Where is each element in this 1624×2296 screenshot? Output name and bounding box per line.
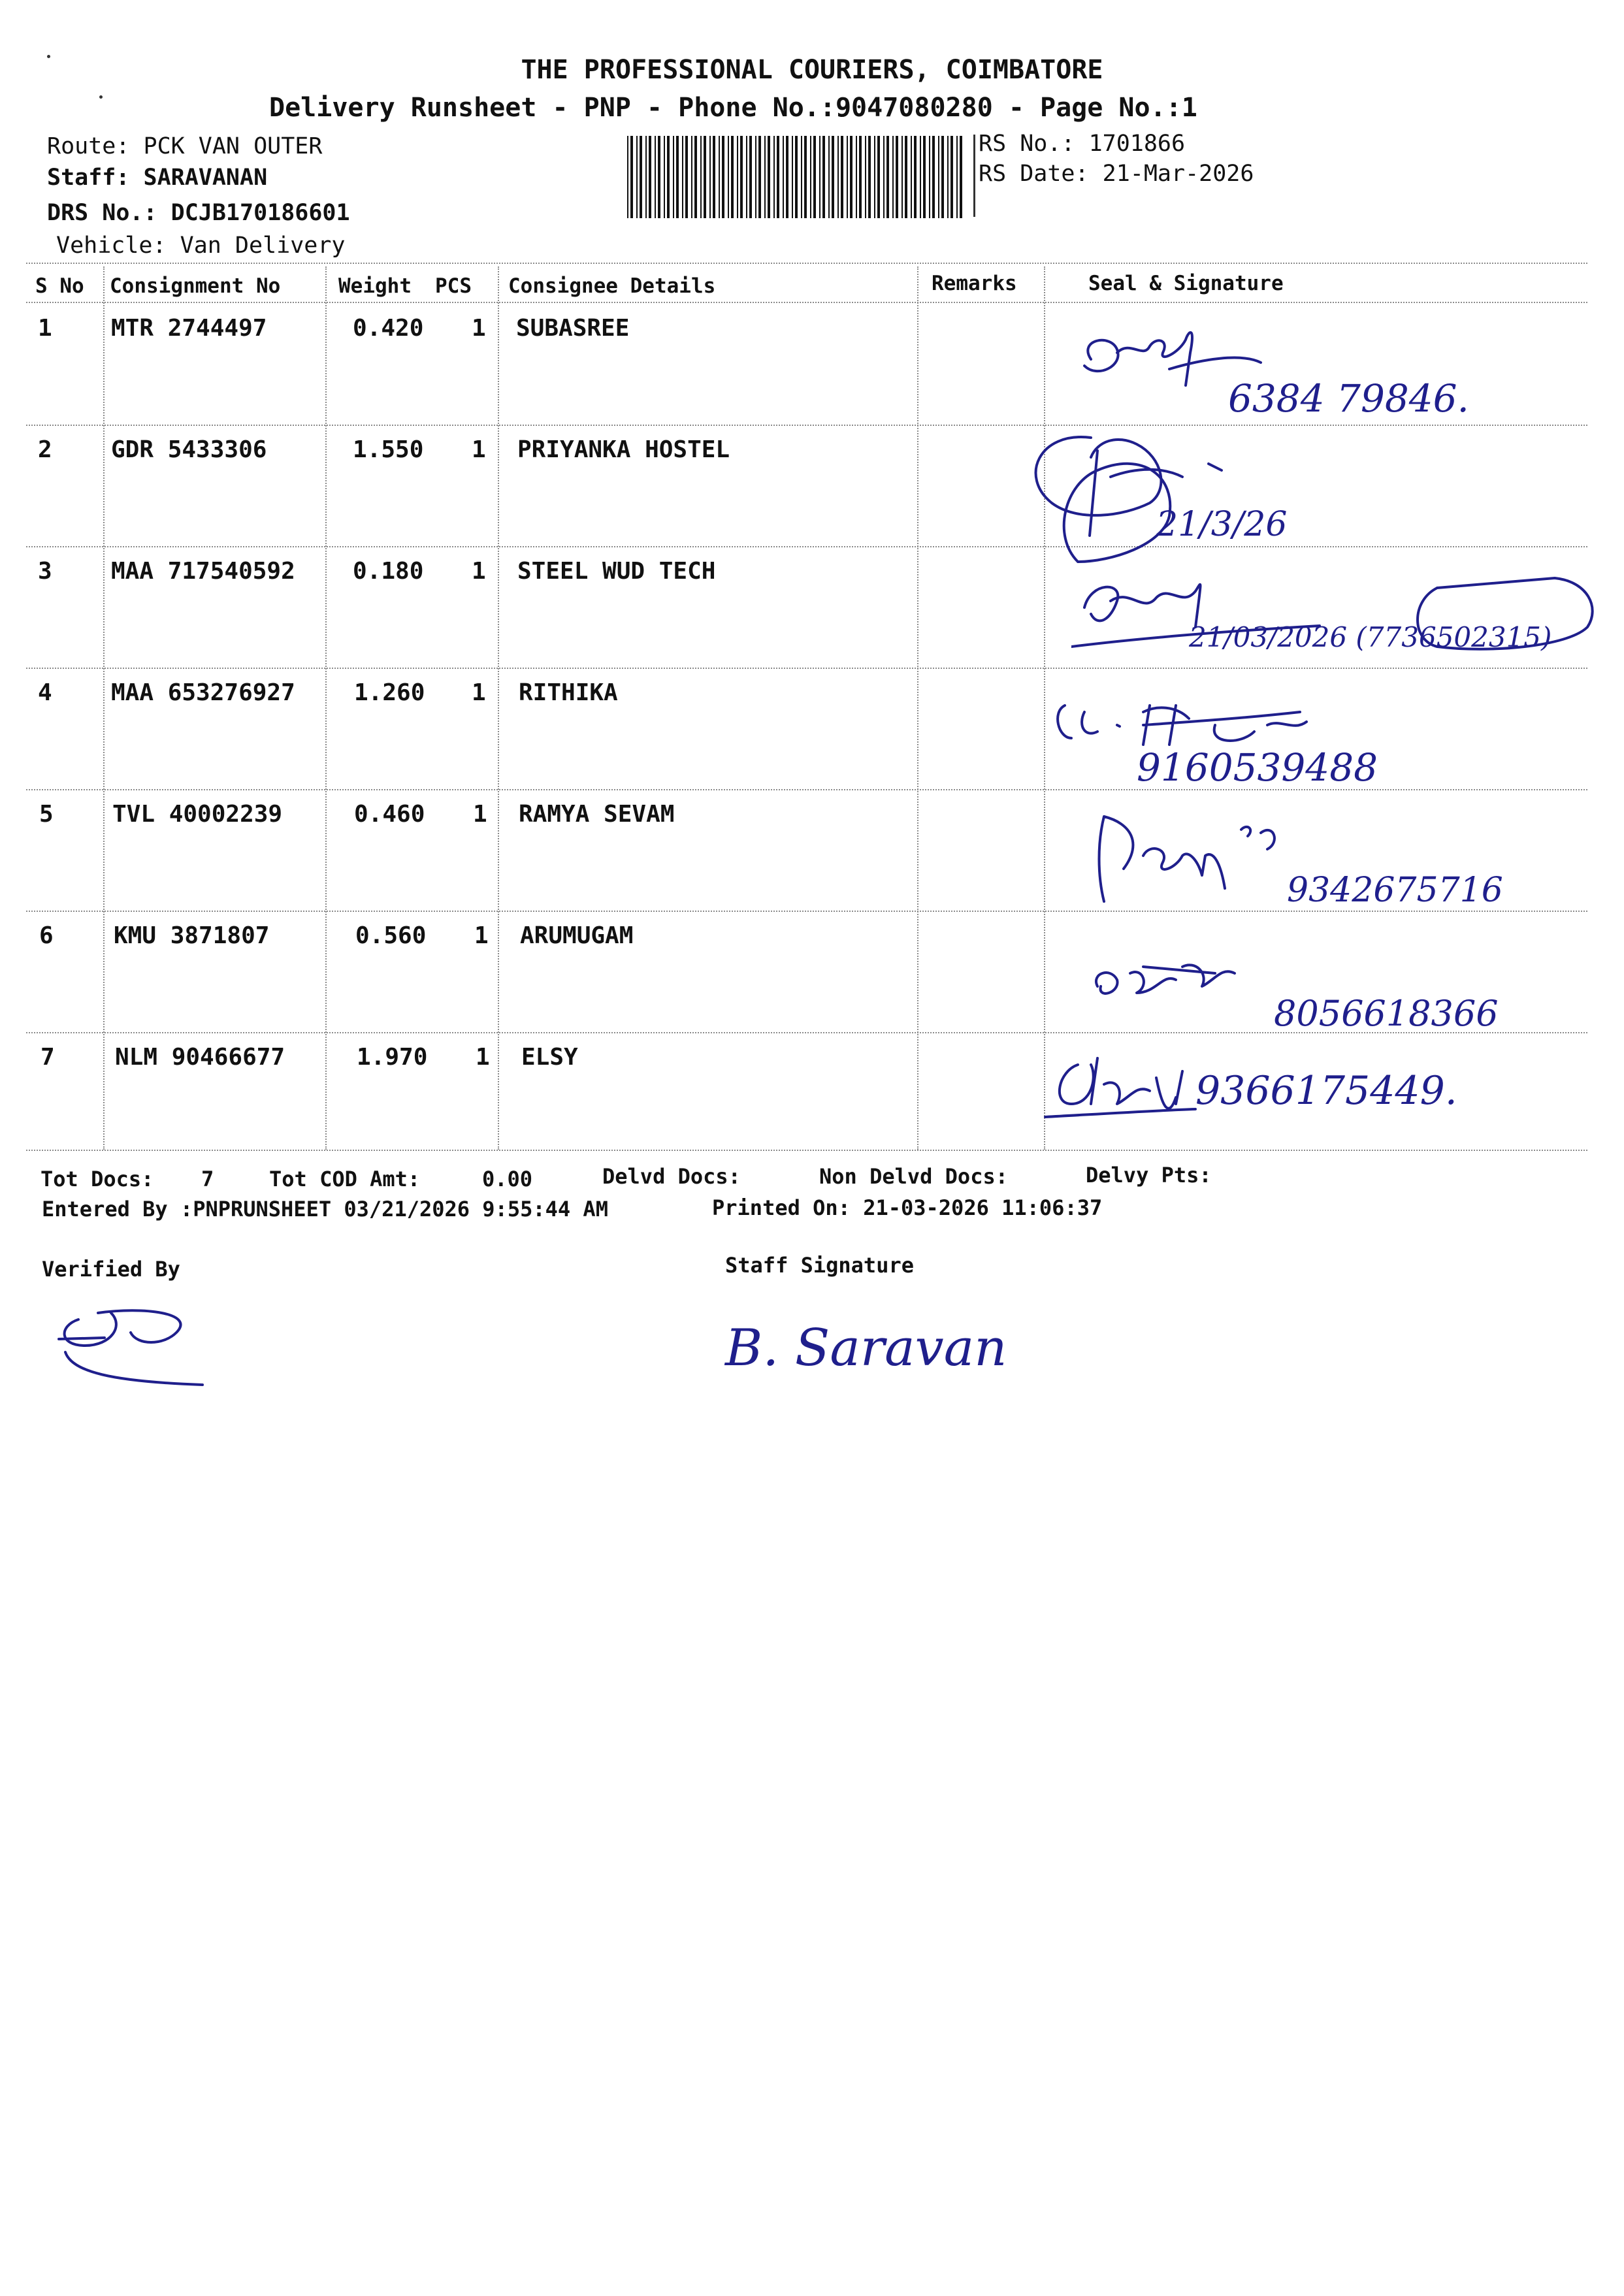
barcode-bar — [859, 136, 862, 218]
row-consignment: MTR 2744497 — [111, 315, 267, 342]
barcode-bar — [627, 136, 628, 218]
row-consignment: NLM 90466677 — [115, 1044, 285, 1071]
row-sno: 1 — [38, 315, 52, 342]
barcode-bar — [874, 136, 875, 218]
barcode-bar — [630, 136, 633, 218]
barcode-bar — [792, 136, 793, 218]
signature-row-2 — [1013, 405, 1339, 568]
barcode-bar — [810, 136, 811, 218]
verified-signature — [39, 1293, 235, 1398]
company-title: THE PROFESSIONAL COURIERS, COIMBATORE — [521, 55, 1103, 85]
barcode-bar — [758, 136, 761, 218]
row-consignment: MAA 653276927 — [111, 679, 295, 706]
barcode-bar — [905, 136, 907, 218]
row-consignee: ARUMUGAM — [520, 922, 634, 949]
barcode-bar — [709, 136, 711, 218]
signature-row-7 — [1039, 1032, 1574, 1137]
staff-signature — [719, 1300, 1058, 1391]
drs-no: DRS No.: DCJB170186601 — [47, 200, 350, 226]
runsheet-subtitle: Delivery Runsheet - PNP - Phone No.:9047080280 - Page No.:1 — [269, 93, 1197, 123]
barcode-bar — [728, 136, 729, 218]
barcode-bar — [755, 136, 756, 218]
barcode-bar — [850, 136, 853, 218]
printed-on: Printed On: 21-03-2026 11:06:37 — [712, 1195, 1103, 1220]
barcode-bar — [822, 136, 825, 218]
verified-by-label: Verified By — [42, 1257, 180, 1282]
delvy-pts: Delvy Pts: — [1086, 1163, 1212, 1188]
row-pcs: 1 — [472, 315, 486, 342]
staff-signature-label: Staff Signature — [725, 1253, 914, 1278]
entered-by: Entered By :PNPRUNSHEET 03/21/2026 9:55:44 AM — [42, 1197, 608, 1221]
row-sno: 7 — [41, 1044, 55, 1071]
barcode-bar — [731, 136, 734, 218]
row-weight: 1.970 — [357, 1044, 428, 1071]
signature-row-3 — [1071, 562, 1594, 679]
row-sno: 2 — [38, 436, 52, 463]
barcode-bar — [938, 136, 939, 218]
barcode-bar — [777, 136, 779, 218]
row-consignment: GDR 5433306 — [111, 436, 267, 463]
rs-date: RS Date: 21-Mar-2026 — [979, 161, 1254, 187]
row-pcs: 1 — [472, 436, 486, 463]
barcode-bar — [877, 136, 880, 218]
barcode-bar — [837, 136, 839, 218]
signature-phone: 9366175449. — [1195, 1068, 1457, 1114]
barcode-bar — [640, 136, 642, 218]
row-weight: 0.460 — [354, 801, 425, 828]
barcode-bar — [658, 136, 660, 218]
barcode-bar — [768, 136, 770, 218]
signature-row-4 — [1045, 686, 1470, 790]
barcode-bar — [645, 136, 647, 218]
signature-phone: 9160539488 — [1137, 745, 1378, 790]
barcode-bar — [828, 136, 830, 218]
barcode-bar — [832, 136, 834, 218]
barcode-bar — [676, 136, 679, 218]
row-consignee: ELSY — [521, 1044, 578, 1071]
barcode-bar — [932, 136, 935, 218]
signature-date: 21/3/26 — [1156, 505, 1288, 544]
col-pcs: PCS — [435, 274, 472, 298]
row-consignee: PRIYANKA HOSTEL — [517, 436, 730, 463]
tot-docs-value: 7 — [201, 1167, 214, 1191]
barcode-bar — [868, 136, 871, 218]
row-pcs: 1 — [473, 801, 487, 828]
row-consignment: KMU 3871807 — [114, 922, 270, 949]
barcode-bar — [667, 136, 670, 218]
barcode-bar — [691, 136, 692, 218]
col-remarks: Remarks — [932, 272, 1017, 295]
barcode-bar — [813, 136, 816, 218]
barcode-bar — [914, 136, 917, 218]
barcode-bar — [923, 136, 926, 218]
row-consignment: TVL 40002239 — [112, 801, 283, 828]
vehicle-info: Vehicle: Van Delivery — [56, 233, 346, 259]
barcode-bar — [636, 136, 638, 218]
barcode-bar — [700, 136, 702, 218]
row-pcs: 1 — [476, 1044, 490, 1071]
row-weight: 1.260 — [354, 679, 425, 706]
barcode-bar — [956, 136, 958, 218]
col-sno: S No — [35, 274, 84, 298]
col-signature: Seal & Signature — [1088, 272, 1284, 295]
route-info: Route: PCK VAN OUTER — [47, 133, 323, 159]
barcode-bar — [896, 136, 898, 218]
rs-no: RS No.: 1701866 — [979, 131, 1186, 157]
col-consignment: Consignment No — [110, 274, 281, 298]
non-delvd-docs: Non Delvd Docs: — [819, 1164, 1008, 1189]
barcode-bar — [819, 136, 820, 218]
barcode-bar — [664, 136, 665, 218]
row-sno: 3 — [38, 558, 52, 585]
signature-phone: 6384 79846. — [1228, 376, 1469, 421]
barcode-bar — [685, 136, 688, 218]
tot-docs-label: Tot Docs: — [41, 1167, 154, 1191]
barcode-bar — [883, 136, 885, 218]
barcode-bar — [749, 136, 752, 218]
barcode-bar — [746, 136, 747, 218]
row-sno: 4 — [38, 679, 52, 706]
delvd-docs: Delvd Docs: — [602, 1164, 741, 1189]
staff-info: Staff: SARAVANAN — [47, 165, 268, 191]
barcode — [626, 136, 966, 218]
row-sno: 6 — [39, 922, 54, 949]
tot-cod-label: Tot COD Amt: — [269, 1167, 421, 1191]
row-weight: 0.560 — [355, 922, 427, 949]
barcode-bar — [704, 136, 706, 218]
barcode-bar — [856, 136, 857, 218]
row-pcs: 1 — [472, 558, 486, 585]
signature-phone: 9342675716 — [1287, 871, 1503, 910]
signature-date-phone: 21/03/2026 (7736502315) — [1189, 621, 1552, 653]
col-weight: Weight — [338, 274, 412, 298]
col-consignee: Consignee Details — [508, 274, 716, 298]
signature-row-6 — [1084, 928, 1555, 1039]
signature-phone: 8056618366 — [1274, 993, 1499, 1034]
tot-cod-value: 0.00 — [482, 1167, 533, 1191]
barcode-bar — [694, 136, 697, 218]
barcode-bar — [886, 136, 889, 218]
barcode-bar — [804, 136, 807, 218]
barcode-bar — [655, 136, 656, 218]
row-consignee: STEEL WUD TECH — [517, 558, 716, 585]
row-weight: 0.420 — [353, 315, 424, 342]
scan-speck — [99, 95, 103, 99]
row-consignee: RITHIKA — [519, 679, 618, 706]
barcode-bar — [865, 136, 866, 218]
barcode-bar — [847, 136, 848, 218]
row-consignment: MAA 717540592 — [111, 558, 295, 585]
barcode-bar — [920, 136, 921, 218]
row-sno: 5 — [39, 801, 54, 828]
barcode-bar — [764, 136, 766, 218]
barcode-bar — [929, 136, 930, 218]
barcode-bar — [841, 136, 843, 218]
barcode-bar — [795, 136, 798, 218]
barcode-bar — [950, 136, 953, 218]
barcode-bar — [740, 136, 743, 218]
barcode-bar — [722, 136, 724, 218]
barcode-bar — [719, 136, 720, 218]
barcode-bar — [801, 136, 802, 218]
barcode-bar — [911, 136, 912, 218]
barcode-bar — [901, 136, 903, 218]
barcode-bar — [941, 136, 944, 218]
barcode-bar — [673, 136, 674, 218]
barcode-bar — [649, 136, 651, 218]
barcode-bar — [960, 136, 962, 218]
signature-row-5 — [1084, 803, 1516, 914]
row-consignee: RAMYA SEVAM — [519, 801, 675, 828]
barcode-bar — [947, 136, 949, 218]
row-consignee: SUBASREE — [516, 315, 630, 342]
barcode-bar — [737, 136, 738, 218]
barcode-bar — [892, 136, 894, 218]
barcode-bar — [682, 136, 683, 218]
row-pcs: 1 — [474, 922, 489, 949]
row-pcs: 1 — [472, 679, 486, 706]
barcode-bar — [783, 136, 784, 218]
staff-signature-text: B. Saravan — [725, 1319, 1007, 1378]
row-weight: 1.550 — [353, 436, 424, 463]
barcode-bar — [773, 136, 775, 218]
row-weight: 0.180 — [353, 558, 424, 585]
barcode-bar — [713, 136, 715, 218]
barcode-bar — [786, 136, 788, 218]
